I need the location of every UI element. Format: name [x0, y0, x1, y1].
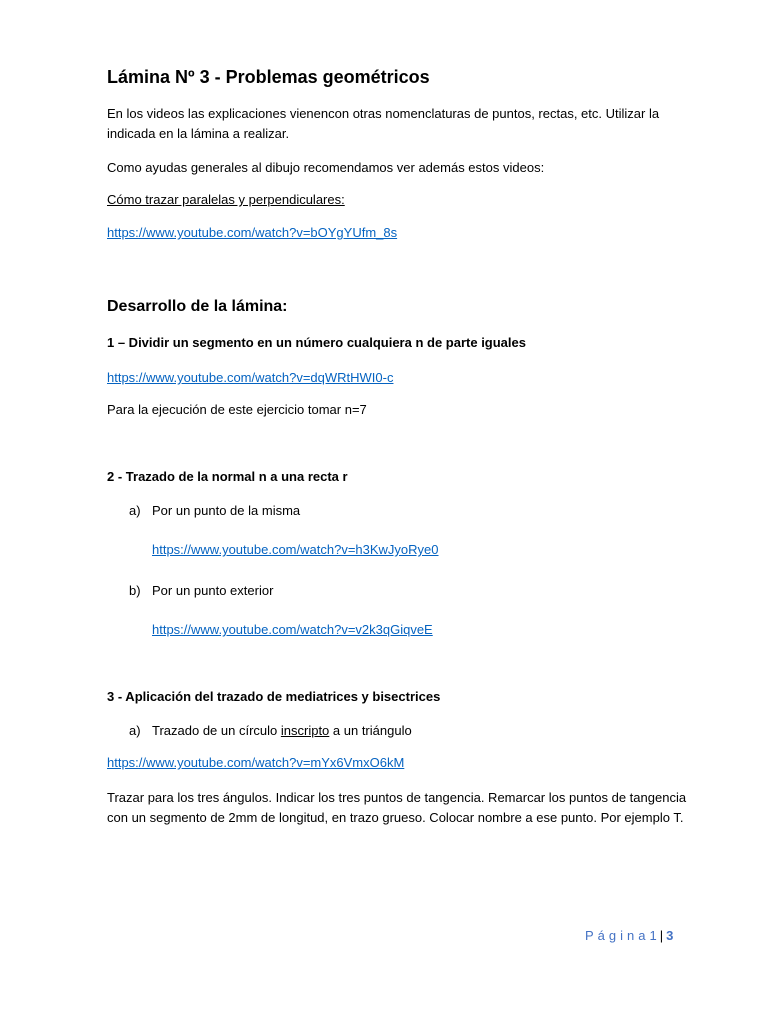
item3-a-list-item — [129, 721, 412, 741]
footer-page-label: Página — [585, 928, 650, 943]
item3-heading: 3 - Aplicación del trazado de mediatrices y bisectrices — [107, 689, 441, 704]
item3-note: Trazar para los tres ángulos. Indicar los tres puntos de tangencia. Remarcar los puntos de tangencia con un segmento de 2mm de longitud, en trazo grueso. Colocar nombre a ese punto. Por ejemplo T. — [107, 790, 687, 825]
item2-b-text: Por un punto exterior — [152, 583, 274, 598]
item2-a-marker: a) — [129, 503, 141, 518]
item3-a-text-underlined: inscripto — [280, 723, 330, 738]
item2-a-text: Por un punto de la misma — [152, 503, 301, 518]
document-title: Lámina Nº 3 - Problemas geométricos — [107, 67, 430, 87]
footer-separator: | — [659, 928, 664, 943]
item2-b-list-item — [129, 581, 273, 601]
parallels-label: Cómo trazar paralelas y perpendiculares: — [107, 192, 345, 207]
item2-a-list-item — [129, 501, 300, 521]
item3-link[interactable]: https://www.youtube.com/watch?v=mYx6VmxO6kM — [107, 755, 405, 770]
item3-a-text-before: Trazado de un círculo — [152, 723, 281, 738]
item2-b-link[interactable]: https://www.youtube.com/watch?v=v2k3qGiqveE — [152, 622, 433, 637]
item2-heading: 2 - Trazado de la normal n a una recta r — [107, 469, 348, 484]
parallels-link[interactable]: https://www.youtube.com/watch?v=bOYgYUfm_8s — [107, 225, 398, 240]
footer-total-pages: 3 — [666, 928, 674, 943]
section-heading: Desarrollo de la lámina: — [107, 298, 288, 315]
item1-link[interactable]: https://www.youtube.com/watch?v=dqWRtHWI0-c — [107, 370, 394, 385]
help-paragraph: Como ayudas generales al dibujo recomendamos ver además estos videos: — [107, 160, 545, 175]
item3-a-marker: a) — [129, 723, 141, 738]
page-footer — [585, 926, 673, 946]
item1-heading: 1 – Dividir un segmento en un número cualquiera n de parte iguales — [107, 335, 526, 350]
item2-b-marker: b) — [129, 583, 141, 598]
footer-current-page: 1 — [649, 928, 657, 943]
item2-a-link[interactable]: https://www.youtube.com/watch?v=h3KwJyoRye0 — [152, 542, 439, 557]
item1-note: Para la ejecución de este ejercicio tomar n=7 — [107, 402, 367, 417]
intro-paragraph: En los videos las explicaciones vienencon otras nomenclaturas de puntos, rectas, etc. Utilizar la indicada en la lámina a realizar. — [107, 106, 660, 141]
item3-a-text-after: a un triángulo — [329, 723, 412, 738]
